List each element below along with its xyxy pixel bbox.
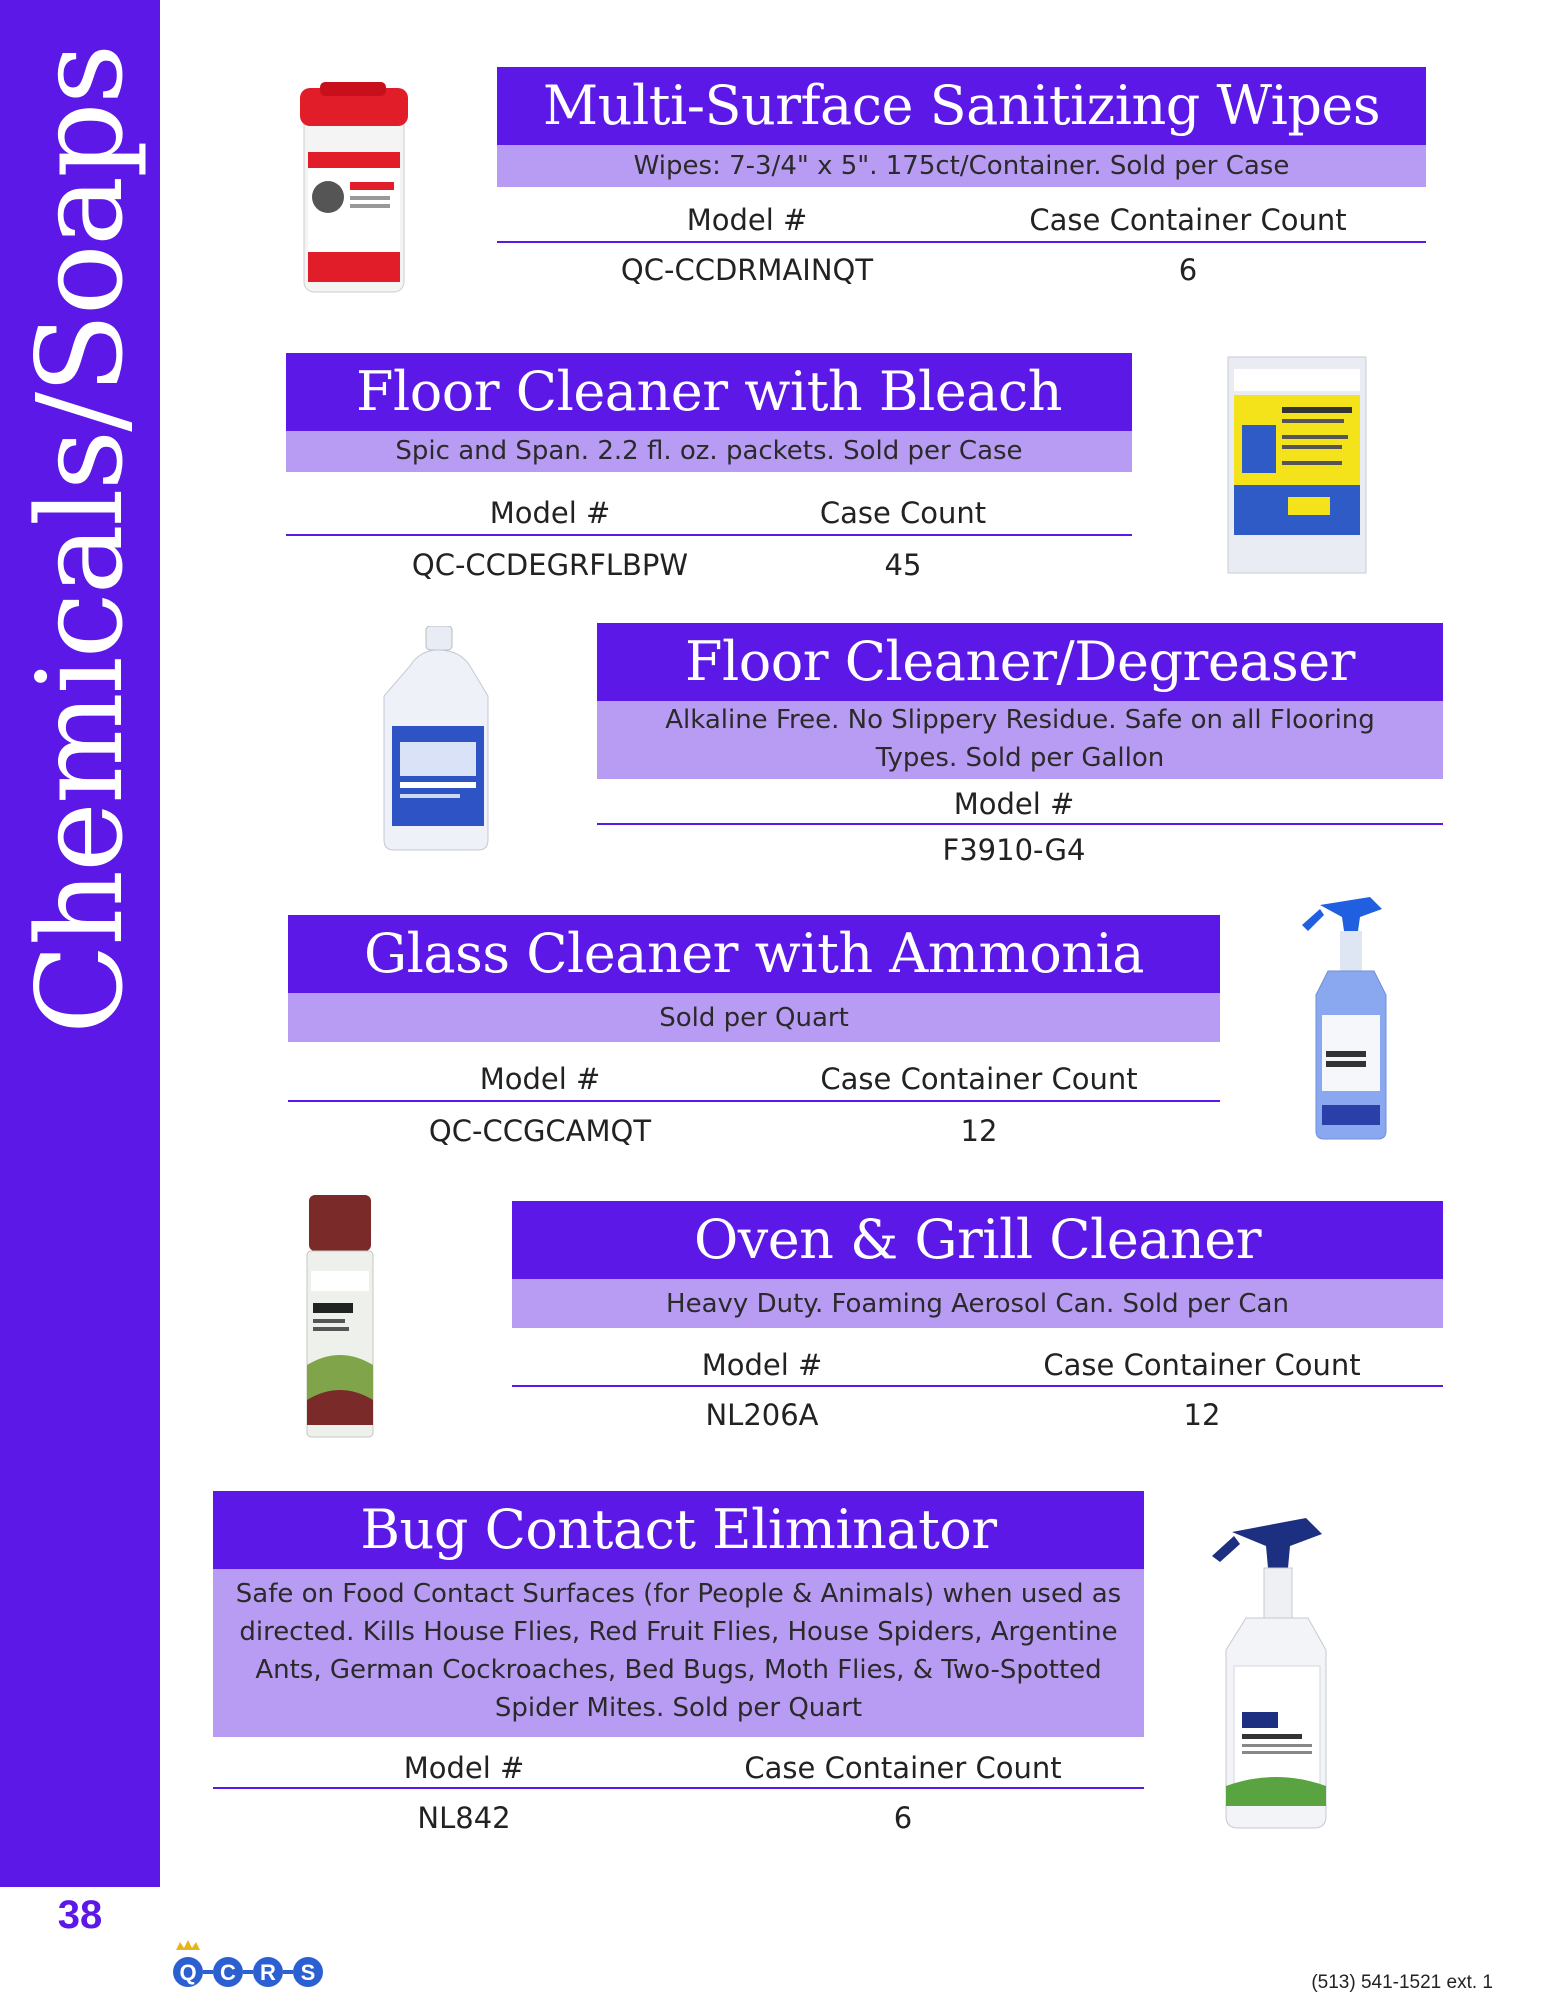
count-value: 12 xyxy=(1183,1398,1221,1432)
product-table xyxy=(213,1737,1144,1849)
product-wipes xyxy=(497,67,1426,299)
table-divider xyxy=(286,534,1132,536)
svg-text:C: C xyxy=(220,1960,236,1985)
product-table xyxy=(597,779,1443,879)
model-value: NL842 xyxy=(417,1801,511,1835)
model-value: NL206A xyxy=(705,1398,819,1432)
product-bug-eliminator xyxy=(213,1491,1144,1849)
model-header: Model # xyxy=(953,787,1075,821)
section-title: Chemicals/Soaps xyxy=(11,45,149,1035)
spic-and-span-packet-icon xyxy=(1226,355,1368,575)
product-description: Wipes: 7-3/4" x 5". 175ct/Container. Sold per Case xyxy=(497,145,1426,187)
product-oven-cleaner xyxy=(512,1201,1443,1440)
model-value: QC-CCGCAMQT xyxy=(428,1114,652,1148)
count-value: 12 xyxy=(960,1114,998,1148)
count-header: Case Container Count xyxy=(1043,1348,1361,1382)
product-table xyxy=(512,1328,1443,1440)
table-divider xyxy=(213,1787,1144,1789)
product-description: Spic and Span. 2.2 fl. oz. packets. Sold per Case xyxy=(286,431,1132,472)
product-description: Sold per Quart xyxy=(288,993,1220,1042)
model-header: Model # xyxy=(479,1062,601,1096)
count-value: 6 xyxy=(1178,253,1198,287)
at-eze-aerosol-can-icon xyxy=(305,1195,375,1439)
product-description: Safe on Food Contact Surfaces (for People & Animals) when used as directed. Kills House Flies, Red Fruit Flies, House Spiders, Argentine Ants, German Cockroaches, Bed Bugs, Moth Flies, & Two-Spotted Spider Mites. Sold per Quart xyxy=(213,1569,1144,1737)
model-header: Model # xyxy=(403,1751,525,1785)
product-title: Oven & Grill Cleaner xyxy=(512,1201,1443,1279)
glass-cleaner-spray-bottle-icon xyxy=(1300,895,1400,1141)
qcrs-logo xyxy=(170,1940,332,1990)
count-header: Case Container Count xyxy=(744,1751,1062,1785)
model-header: Model # xyxy=(701,1348,823,1382)
count-value: 45 xyxy=(884,548,922,582)
model-value: QC-CCDEGRFLBPW xyxy=(411,548,689,582)
product-title: Floor Cleaner/Degreaser xyxy=(597,623,1443,701)
product-title: Glass Cleaner with Ammonia xyxy=(288,915,1220,993)
model-value: F3910-G4 xyxy=(942,833,1086,867)
model-header: Model # xyxy=(686,203,808,237)
product-glass-cleaner xyxy=(288,915,1220,1154)
svg-text:Q: Q xyxy=(179,1960,197,1985)
product-title: Floor Cleaner with Bleach xyxy=(286,353,1132,431)
product-table xyxy=(288,1042,1220,1154)
table-divider xyxy=(497,241,1426,243)
count-header: Case Count xyxy=(819,496,987,530)
product-description: Heavy Duty. Foaming Aerosol Can. Sold per Can xyxy=(512,1279,1443,1328)
product-title: Multi-Surface Sanitizing Wipes xyxy=(497,67,1426,145)
sure-grip-gallon-jug-icon xyxy=(380,626,496,852)
product-table xyxy=(286,472,1132,584)
product-degreaser xyxy=(597,623,1443,879)
table-divider xyxy=(597,823,1443,825)
product-title: Bug Contact Eliminator xyxy=(213,1491,1144,1569)
model-header: Model # xyxy=(489,496,611,530)
product-description: Alkaline Free. No Slippery Residue. Safe on all Flooring Types. Sold per Gallon xyxy=(597,701,1443,779)
page-number: 38 xyxy=(57,1893,103,1937)
count-header: Case Container Count xyxy=(1029,203,1347,237)
sidebar xyxy=(0,0,160,1887)
sanitizing-wipes-canister-icon xyxy=(290,82,420,298)
table-divider xyxy=(512,1385,1443,1387)
count-header: Case Container Count xyxy=(820,1062,1138,1096)
bug-eliminator-spray-bottle-icon xyxy=(1210,1516,1342,1832)
model-value: QC-CCDRMAINQT xyxy=(620,253,874,287)
svg-text:S: S xyxy=(300,1960,316,1985)
table-divider xyxy=(288,1100,1220,1102)
count-value: 6 xyxy=(893,1801,913,1835)
product-table xyxy=(497,187,1426,299)
phone-number: (513) 541-1521 ext. 1 xyxy=(1311,1972,1493,1993)
product-floor-bleach xyxy=(286,353,1132,584)
svg-text:R: R xyxy=(260,1960,276,1985)
